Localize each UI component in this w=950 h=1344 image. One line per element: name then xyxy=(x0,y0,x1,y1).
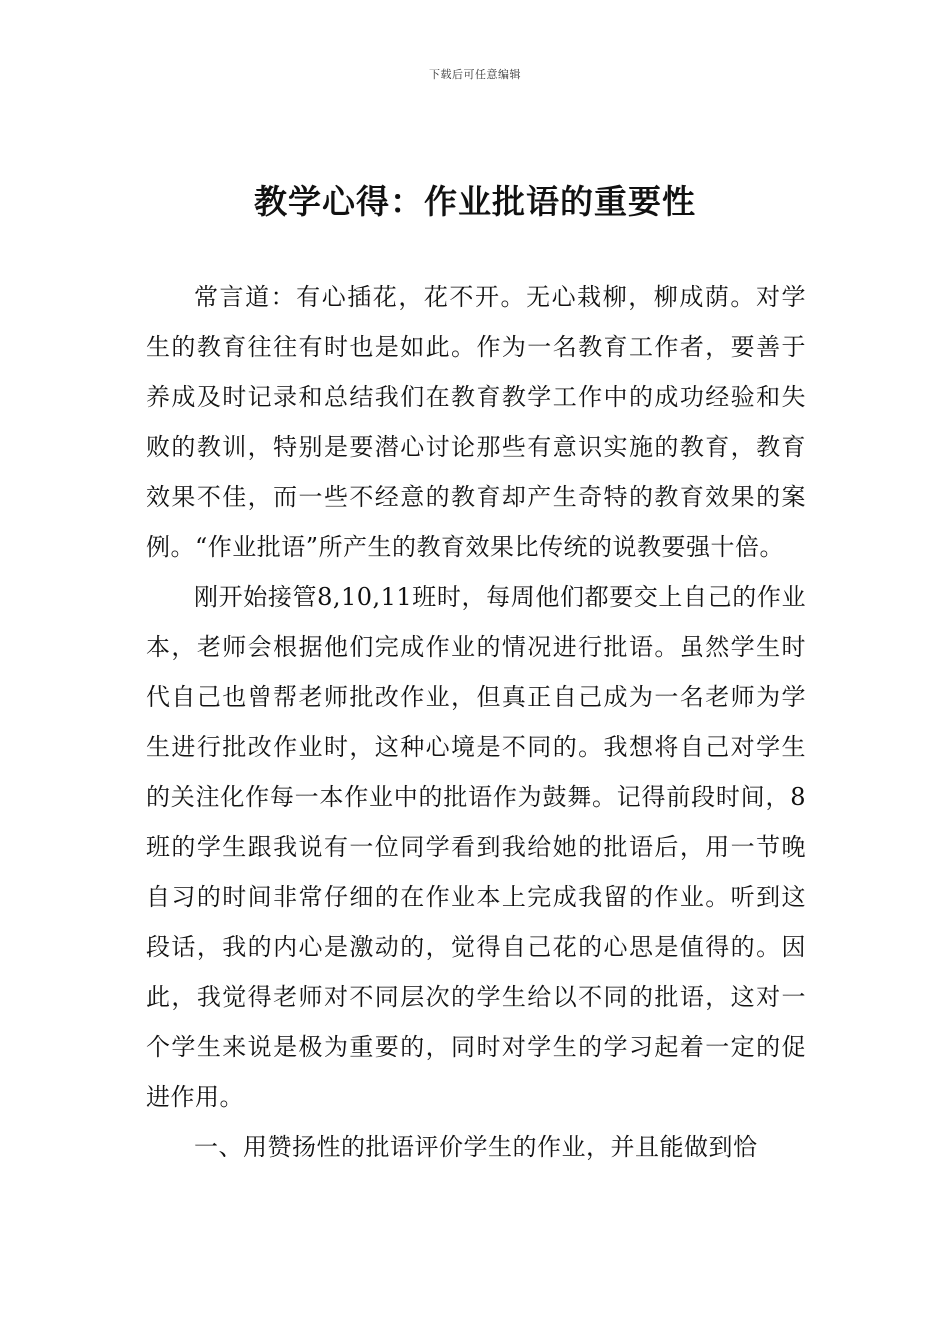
document-body xyxy=(146,272,806,1172)
paragraph-3: 一、用赞扬性的批语评价学生的作业，并且能做到恰 xyxy=(194,1133,758,1161)
header-note: 下载后可任意编辑 xyxy=(429,68,521,81)
paragraph-2: 刚开始接管8,10,11班时，每周他们都要交上自己的作业本，老师会根据他们完成作业的情况进行批语。虽然学生时代自己也曾帮老师批改作业，但真正自己成为一名老师为学生进行批改作业时，这种心境是不同的。我想将自己对学生的关注化作每一本作业中的批语作为鼓舞。记得前段时间，8班的学生跟我说有一位同学看到我给她的批语后，用一节晚自习的时间非常仔细的在作业本上完成我留的作业。听到这段话，我的内心是激动的，觉得自己花的心思是值得的。因此，我觉得老师对不同层次的学生给以不同的批语，这对一个学生来说是极为重要的，同时对学生的学习起着一定的促进作用。 xyxy=(146,583,806,1111)
paragraph-1: 常言道：有心插花，花不开。无心栽柳，柳成荫。对学生的教育往往有时也是如此。作为一名教育工作者，要善于养成及时记录和总结我们在教育教学工作中的成功经验和失败的教训，特别是要潜心讨论那些有意识实施的教育，教育效果不佳，而一些不经意的教育却产生奇特的教育效果的案例。“作业批语”所产生的教育效果比传统的说教要强十倍。 xyxy=(146,283,806,561)
document-title: 教学心得：作业批语的重要性 xyxy=(254,182,696,221)
